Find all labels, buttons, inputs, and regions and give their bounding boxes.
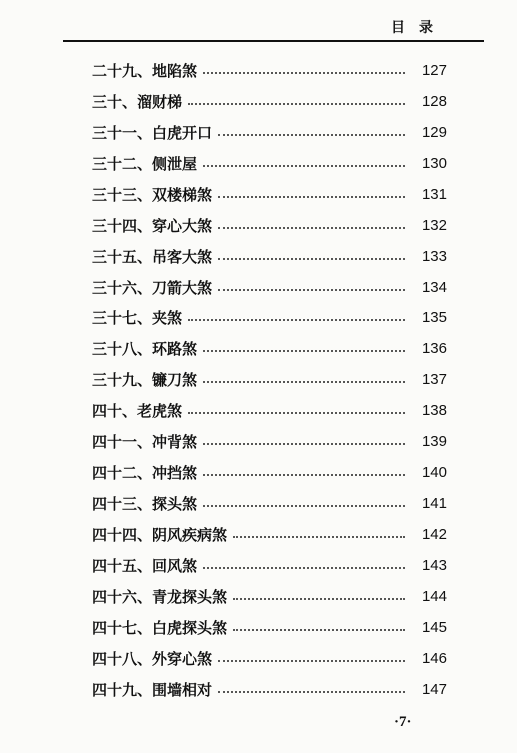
toc-entry-title: 三十八、环路煞 xyxy=(92,340,198,359)
toc-entry-title: 四十九、围墙相对 xyxy=(92,680,213,699)
toc-entry-title: 四十一、冲背煞 xyxy=(92,433,198,452)
toc-entry-title: 四十、老虎煞 xyxy=(92,402,183,421)
toc-entry-page: 147 xyxy=(421,680,447,698)
toc-entry-page: 142 xyxy=(421,526,447,544)
toc-entry-title: 三十五、吊客大煞 xyxy=(92,247,213,266)
table-of-contents xyxy=(92,55,447,705)
toc-entry xyxy=(92,364,447,395)
dot-leader xyxy=(233,535,405,538)
toc-entry-page: 130 xyxy=(421,154,447,172)
toc-entry-title: 三十七、夹煞 xyxy=(92,309,183,328)
toc-entry xyxy=(92,148,447,179)
dot-leader xyxy=(203,566,405,569)
toc-entry-page: 129 xyxy=(421,123,447,141)
toc-entry xyxy=(92,426,447,457)
toc-entry-title: 三十九、镰刀煞 xyxy=(92,371,198,390)
toc-entry-page: 133 xyxy=(421,247,447,265)
header-rule xyxy=(63,40,484,42)
toc-entry-title: 四十二、冲挡煞 xyxy=(92,464,198,483)
toc-entry xyxy=(92,333,447,364)
page-number: ·7· xyxy=(394,714,412,730)
toc-entry xyxy=(92,55,447,86)
toc-entry-title: 四十七、白虎探头煞 xyxy=(92,618,228,637)
toc-entry-title: 四十四、阴风疾病煞 xyxy=(92,526,228,545)
dot-leader xyxy=(203,71,405,74)
dot-leader xyxy=(218,195,405,198)
toc-entry xyxy=(92,117,447,148)
toc-entry-title: 四十五、回风煞 xyxy=(92,556,198,575)
dot-leader xyxy=(188,411,405,414)
toc-entry xyxy=(92,457,447,488)
dot-leader xyxy=(203,504,405,507)
toc-entry xyxy=(92,674,447,705)
toc-entry-page: 132 xyxy=(421,216,447,234)
toc-entry-title: 三十六、刀箭大煞 xyxy=(92,278,213,297)
toc-entry xyxy=(92,488,447,519)
dot-leader xyxy=(218,257,405,260)
dot-leader xyxy=(218,288,405,291)
toc-entry xyxy=(92,550,447,581)
toc-entry-page: 144 xyxy=(421,587,447,605)
toc-entry-page: 145 xyxy=(421,618,447,636)
toc-entry-page: 143 xyxy=(421,556,447,574)
dot-leader xyxy=(203,380,405,383)
toc-entry xyxy=(92,210,447,241)
dot-leader xyxy=(203,473,405,476)
dot-leader xyxy=(203,349,405,352)
dot-leader xyxy=(218,690,405,693)
toc-entry-page: 146 xyxy=(421,649,447,667)
toc-entry xyxy=(92,272,447,303)
toc-entry-title: 三十三、双楼梯煞 xyxy=(92,185,213,204)
toc-entry xyxy=(92,581,447,612)
toc-entry xyxy=(92,612,447,643)
toc-entry xyxy=(92,86,447,117)
toc-entry-page: 131 xyxy=(421,185,447,203)
toc-entry-page: 138 xyxy=(421,402,447,420)
toc-entry-title: 四十三、探头煞 xyxy=(92,495,198,514)
toc-entry xyxy=(92,395,447,426)
dot-leader xyxy=(218,133,405,136)
running-header-title: 目录 xyxy=(391,20,447,36)
toc-entry-title: 三十二、侧泄屋 xyxy=(92,154,198,173)
dot-leader xyxy=(188,102,405,105)
toc-entry-page: 127 xyxy=(421,61,447,79)
toc-entry-title: 三十一、白虎开口 xyxy=(92,123,213,142)
toc-entry xyxy=(92,241,447,272)
toc-entry-page: 128 xyxy=(421,92,447,110)
toc-entry-page: 136 xyxy=(421,340,447,358)
toc-entry xyxy=(92,303,447,334)
toc-entry-title: 二十九、地陷煞 xyxy=(92,61,198,80)
toc-entry-title: 三十四、穿心大煞 xyxy=(92,216,213,235)
dot-leader xyxy=(203,164,405,167)
toc-entry-page: 135 xyxy=(421,309,447,327)
toc-entry-page: 137 xyxy=(421,371,447,389)
toc-entry-page: 141 xyxy=(421,495,447,513)
toc-entry xyxy=(92,179,447,210)
dot-leader xyxy=(188,318,405,321)
toc-entry-page: 134 xyxy=(421,278,447,296)
toc-entry-title: 四十六、青龙探头煞 xyxy=(92,587,228,606)
dot-leader xyxy=(218,659,405,662)
toc-entry-page: 140 xyxy=(421,464,447,482)
dot-leader xyxy=(203,442,405,445)
toc-entry-title: 四十八、外穿心煞 xyxy=(92,649,213,668)
dot-leader xyxy=(218,226,405,229)
dot-leader xyxy=(233,628,405,631)
toc-entry xyxy=(92,519,447,550)
toc-entry-page: 139 xyxy=(421,433,447,451)
dot-leader xyxy=(233,597,405,600)
toc-entry-title: 三十、溜财梯 xyxy=(92,92,183,111)
toc-entry xyxy=(92,643,447,674)
